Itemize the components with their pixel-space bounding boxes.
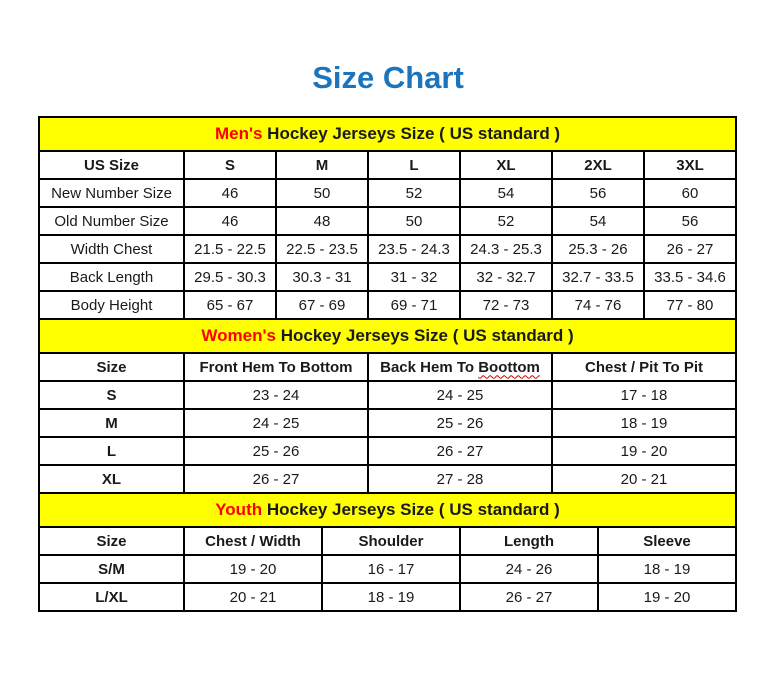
womens-size-value: 20 - 21 xyxy=(552,465,736,493)
mens-column-header: XL xyxy=(460,151,552,179)
mens-size-value: 74 - 76 xyxy=(552,291,644,319)
womens-column-header: Front Hem To Bottom xyxy=(184,353,368,381)
youth-table-row xyxy=(39,583,736,611)
youth-row-label: S/M xyxy=(39,555,184,583)
mens-size-value: 26 - 27 xyxy=(644,235,736,263)
mens-header-row xyxy=(39,151,736,179)
mens-size-value: 54 xyxy=(552,207,644,235)
mens-size-value: 33.5 - 34.6 xyxy=(644,263,736,291)
womens-table-row xyxy=(39,437,736,465)
banner-cell xyxy=(39,117,736,151)
womens-size-value: 25 - 26 xyxy=(184,437,368,465)
mens-size-value: 22.5 - 23.5 xyxy=(276,235,368,263)
banner-accent-text: Youth xyxy=(215,500,263,519)
mens-size-value: 23.5 - 24.3 xyxy=(368,235,460,263)
mens-size-value: 52 xyxy=(460,207,552,235)
banner-text: Hockey Jerseys Size ( US standard ) xyxy=(262,500,560,519)
mens-column-header: 2XL xyxy=(552,151,644,179)
mens-table-banner xyxy=(39,117,736,151)
womens-row-label: S xyxy=(39,381,184,409)
youth-size-value: 24 - 26 xyxy=(460,555,598,583)
youth-size-value: 16 - 17 xyxy=(322,555,460,583)
mens-table-row xyxy=(39,263,736,291)
misspelled-word: Boottom xyxy=(478,358,540,376)
mens-table-row xyxy=(39,179,736,207)
mens-size-value: 50 xyxy=(368,207,460,235)
mens-row-label: New Number Size xyxy=(39,179,184,207)
womens-size-table xyxy=(38,318,737,494)
mens-size-value: 24.3 - 25.3 xyxy=(460,235,552,263)
banner-accent-text: Women's xyxy=(201,326,276,345)
womens-table-row xyxy=(39,409,736,437)
mens-size-value: 69 - 71 xyxy=(368,291,460,319)
mens-column-header: S xyxy=(184,151,276,179)
womens-size-value: 24 - 25 xyxy=(368,381,552,409)
womens-row-label: L xyxy=(39,437,184,465)
banner-cell xyxy=(39,319,736,353)
mens-size-value: 52 xyxy=(368,179,460,207)
mens-size-value: 77 - 80 xyxy=(644,291,736,319)
page-title: Size Chart xyxy=(312,60,464,95)
womens-column-header: Chest / Pit To Pit xyxy=(552,353,736,381)
womens-size-value: 23 - 24 xyxy=(184,381,368,409)
mens-size-value: 60 xyxy=(644,179,736,207)
womens-size-value: 17 - 18 xyxy=(552,381,736,409)
mens-size-value: 32.7 - 33.5 xyxy=(552,263,644,291)
mens-column-header: 3XL xyxy=(644,151,736,179)
mens-size-value: 67 - 69 xyxy=(276,291,368,319)
mens-size-value: 72 - 73 xyxy=(460,291,552,319)
womens-table-row xyxy=(39,465,736,493)
mens-table-row xyxy=(39,207,736,235)
youth-column-header: Shoulder xyxy=(322,527,460,555)
mens-row-label: Back Length xyxy=(39,263,184,291)
youth-size-value: 20 - 21 xyxy=(184,583,322,611)
mens-size-value: 46 xyxy=(184,207,276,235)
womens-size-value: 19 - 20 xyxy=(552,437,736,465)
banner-text: Hockey Jerseys Size ( US standard ) xyxy=(275,326,574,345)
womens-size-value: 26 - 27 xyxy=(368,437,552,465)
mens-size-value: 50 xyxy=(276,179,368,207)
mens-column-header: US Size xyxy=(39,151,184,179)
mens-table-row xyxy=(39,291,736,319)
youth-column-header: Size xyxy=(39,527,184,555)
youth-header-row xyxy=(39,527,736,555)
mens-size-value: 56 xyxy=(644,207,736,235)
mens-size-value: 30.3 - 31 xyxy=(276,263,368,291)
mens-size-value: 65 - 67 xyxy=(184,291,276,319)
womens-size-value: 18 - 19 xyxy=(552,409,736,437)
youth-size-value: 26 - 27 xyxy=(460,583,598,611)
mens-row-label: Width Chest xyxy=(39,235,184,263)
mens-size-value: 32 - 32.7 xyxy=(460,263,552,291)
mens-row-label: Old Number Size xyxy=(39,207,184,235)
mens-size-value: 21.5 - 22.5 xyxy=(184,235,276,263)
womens-column-header: Size xyxy=(39,353,184,381)
mens-column-header: M xyxy=(276,151,368,179)
womens-row-label: XL xyxy=(39,465,184,493)
banner-accent-text: Men's xyxy=(214,124,263,143)
womens-size-value: 26 - 27 xyxy=(184,465,368,493)
banner-cell xyxy=(39,493,736,527)
mens-size-value: 25.3 - 26 xyxy=(552,235,644,263)
youth-column-header: Length xyxy=(460,527,598,555)
banner-text: Hockey Jerseys Size ( US standard ) xyxy=(262,124,561,143)
mens-size-value: 46 xyxy=(184,179,276,207)
mens-size-value: 29.5 - 30.3 xyxy=(184,263,276,291)
mens-size-value: 31 - 32 xyxy=(368,263,460,291)
womens-size-value: 24 - 25 xyxy=(184,409,368,437)
youth-size-value: 18 - 19 xyxy=(322,583,460,611)
youth-size-table xyxy=(38,492,737,612)
youth-row-label: L/XL xyxy=(39,583,184,611)
mens-size-value: 56 xyxy=(552,179,644,207)
youth-table-row xyxy=(39,555,736,583)
youth-table-banner xyxy=(39,493,736,527)
youth-size-value: 19 - 20 xyxy=(598,583,736,611)
mens-table-row xyxy=(39,235,736,263)
youth-column-header: Sleeve xyxy=(598,527,736,555)
womens-column-header: Back Hem To Boottom xyxy=(368,353,552,381)
womens-header-row xyxy=(39,353,736,381)
womens-size-value: 25 - 26 xyxy=(368,409,552,437)
womens-table-row xyxy=(39,381,736,409)
womens-row-label: M xyxy=(39,409,184,437)
womens-size-value: 27 - 28 xyxy=(368,465,552,493)
mens-row-label: Body Height xyxy=(39,291,184,319)
youth-column-header: Chest / Width xyxy=(184,527,322,555)
mens-size-value: 48 xyxy=(276,207,368,235)
youth-size-value: 18 - 19 xyxy=(598,555,736,583)
youth-size-value: 19 - 20 xyxy=(184,555,322,583)
womens-table-banner xyxy=(39,319,736,353)
mens-size-value: 54 xyxy=(460,179,552,207)
mens-size-table xyxy=(38,116,737,320)
mens-column-header: L xyxy=(368,151,460,179)
